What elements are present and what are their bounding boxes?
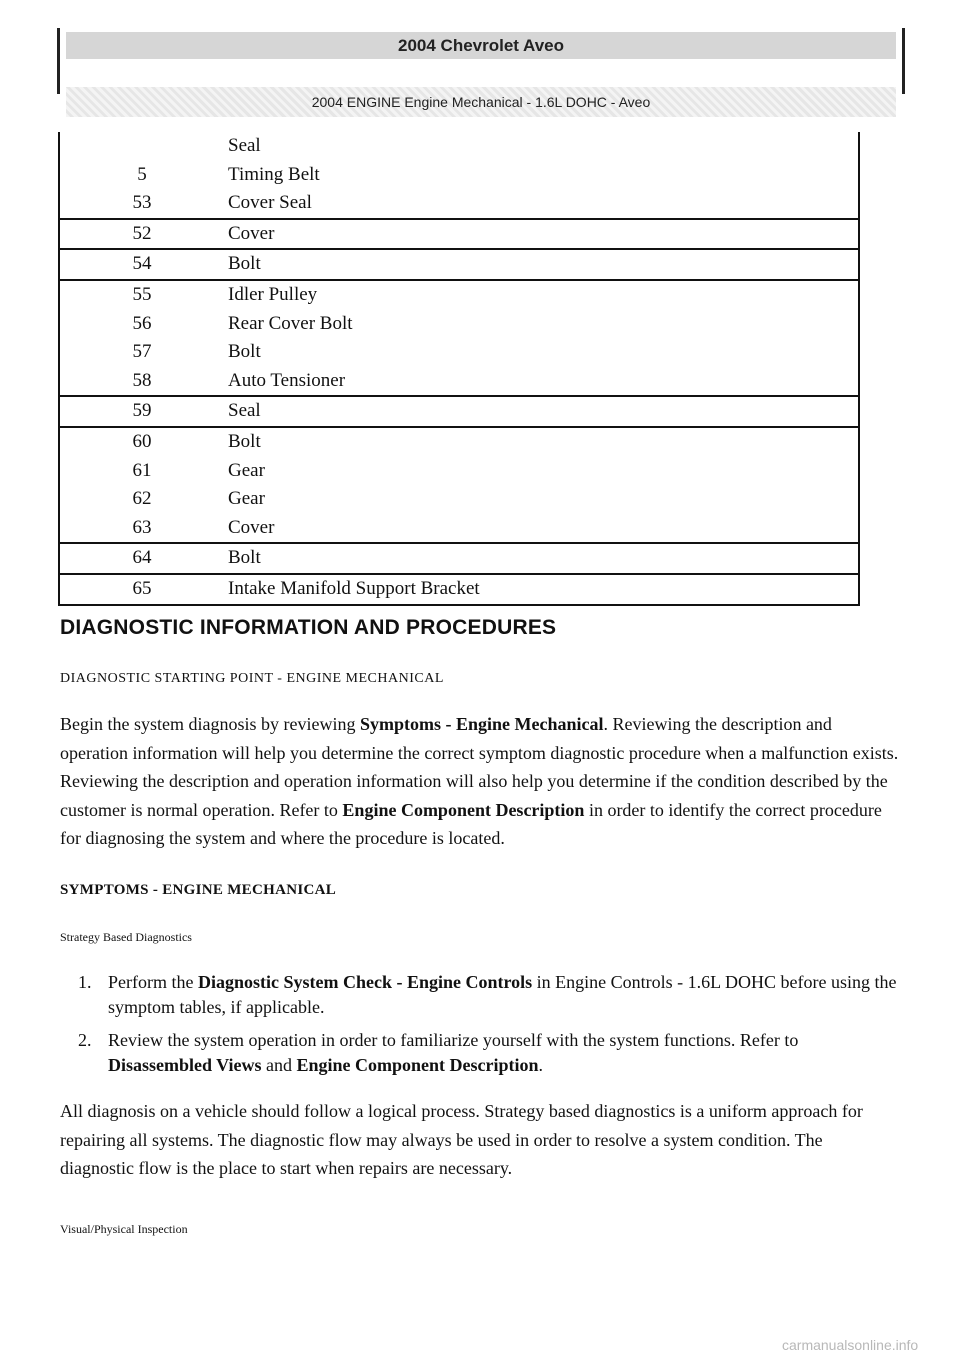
- part-number: 61: [132, 459, 152, 481]
- step-number: 1.: [78, 972, 92, 992]
- part-number: 52: [132, 222, 152, 244]
- part-number: 5: [137, 163, 147, 185]
- symptoms-heading: SYMPTOMS - ENGINE MECHANICAL: [60, 882, 337, 898]
- parts-row: [60, 514, 858, 543]
- parts-table: [58, 132, 860, 606]
- part-number: 63: [132, 516, 152, 538]
- subsection-title: DIAGNOSTIC STARTING POINT - ENGINE MECHANICAL: [60, 671, 444, 686]
- part-number: 59: [132, 400, 152, 422]
- part-number: 62: [132, 488, 152, 510]
- parts-group: [60, 132, 858, 218]
- part-name: Intake Manifold Support Bracket: [228, 577, 480, 599]
- document-title: 2004 Chevrolet Aveo: [66, 32, 896, 59]
- part-name: Gear: [228, 488, 265, 510]
- parts-row: [60, 397, 858, 426]
- part-name: Seal: [228, 135, 261, 156]
- parts-group: [60, 395, 858, 426]
- watermark: carmanualsonline.info: [782, 1337, 919, 1353]
- parts-row: [60, 428, 858, 457]
- engine-component-description-link[interactable]: Engine Component Description: [342, 799, 585, 820]
- part-name: Bolt: [228, 430, 261, 452]
- page-header: [57, 28, 905, 110]
- part-number: 65: [132, 577, 152, 599]
- step-text: in Engine Controls - 1.6L DOHC before using the symptom tables, if applicable.: [108, 972, 897, 1017]
- parts-row: [60, 338, 858, 367]
- step-number: 2.: [78, 1030, 92, 1050]
- part-name: Bolt: [228, 547, 261, 569]
- parts-row: [60, 457, 858, 486]
- parts-group: [60, 279, 858, 395]
- steps-list: [60, 970, 900, 1086]
- step-text: .: [538, 1055, 544, 1075]
- part-number: 54: [132, 253, 152, 275]
- part-name: Gear: [228, 459, 265, 481]
- parts-group: [60, 218, 858, 249]
- step-text: and: [261, 1055, 297, 1075]
- step-link[interactable]: Disassembled Views: [108, 1055, 262, 1075]
- part-name: Bolt: [228, 253, 261, 275]
- strategy-heading: Strategy Based Diagnostics: [60, 930, 192, 944]
- parts-group: [60, 573, 858, 604]
- part-number: 57: [132, 341, 152, 363]
- document-subtitle: 2004 ENGINE Engine Mechanical - 1.6L DOHC - Aveo: [66, 87, 896, 117]
- parts-group: [60, 542, 858, 573]
- parts-group: [60, 426, 858, 542]
- parts-row: [60, 132, 858, 161]
- intro-paragraph: Begin the system diagnosis by reviewing Symptoms - Engine Mechanical. Reviewing the description and operation information will help you determine the correct symptom diagnostic procedure when a malfunction exists. Reviewing the description and operation information will also help you determine if the condition described by the customer is normal operation. Refer to Engine Component Description in order to identify the correct procedure for diagnosing the system and where the procedure is located.: [60, 714, 899, 848]
- part-name: Idler Pulley: [228, 283, 318, 305]
- diagnosis-paragraph: All diagnosis on a vehicle should follow a logical process. Strategy based diagnostics is a uniform approach for repairing all systems. The diagnostic flow may always be used in order to resolve a system condition. The diagnostic flow is the place to start when repairs are necessary.: [60, 1101, 863, 1178]
- step-text: Perform the: [108, 972, 198, 992]
- part-number: 55: [132, 283, 152, 305]
- parts-row: [60, 189, 858, 218]
- symptoms-link[interactable]: Symptoms - Engine Mechanical: [359, 714, 604, 734]
- part-name: Seal: [228, 400, 261, 422]
- parts-row: [60, 575, 858, 604]
- step-link[interactable]: Diagnostic System Check - Engine Controls: [197, 972, 533, 992]
- part-number: 58: [132, 369, 152, 391]
- step-item: [60, 1028, 900, 1078]
- parts-row: [60, 544, 858, 573]
- parts-row: [60, 310, 858, 339]
- part-number: 53: [132, 192, 152, 214]
- part-name: Cover: [228, 516, 275, 538]
- step-text: Review the system operation in order to familiarize yourself with the system functions. Refer to: [108, 1030, 799, 1050]
- parts-row: [60, 367, 858, 396]
- parts-row: [60, 281, 858, 310]
- visual-inspection-heading: Visual/Physical Inspection: [60, 1222, 188, 1236]
- parts-row: [60, 485, 858, 514]
- part-name: Rear Cover Bolt: [228, 312, 353, 334]
- part-name: Auto Tensioner: [228, 369, 346, 391]
- section-title: DIAGNOSTIC INFORMATION AND PROCEDURES: [60, 616, 557, 639]
- step-item: [60, 970, 900, 1020]
- part-name: Cover: [228, 222, 275, 244]
- part-number: 60: [132, 430, 152, 452]
- parts-group: [60, 248, 858, 279]
- step-link[interactable]: Engine Component Description: [296, 1055, 539, 1075]
- parts-row: [60, 250, 858, 279]
- part-name: Timing Belt: [228, 163, 320, 185]
- part-number: 64: [132, 547, 152, 569]
- part-name: Cover Seal: [228, 192, 312, 214]
- part-name: Bolt: [228, 341, 261, 363]
- parts-row: [60, 220, 858, 249]
- part-number: 56: [132, 312, 152, 334]
- parts-row: [60, 161, 858, 190]
